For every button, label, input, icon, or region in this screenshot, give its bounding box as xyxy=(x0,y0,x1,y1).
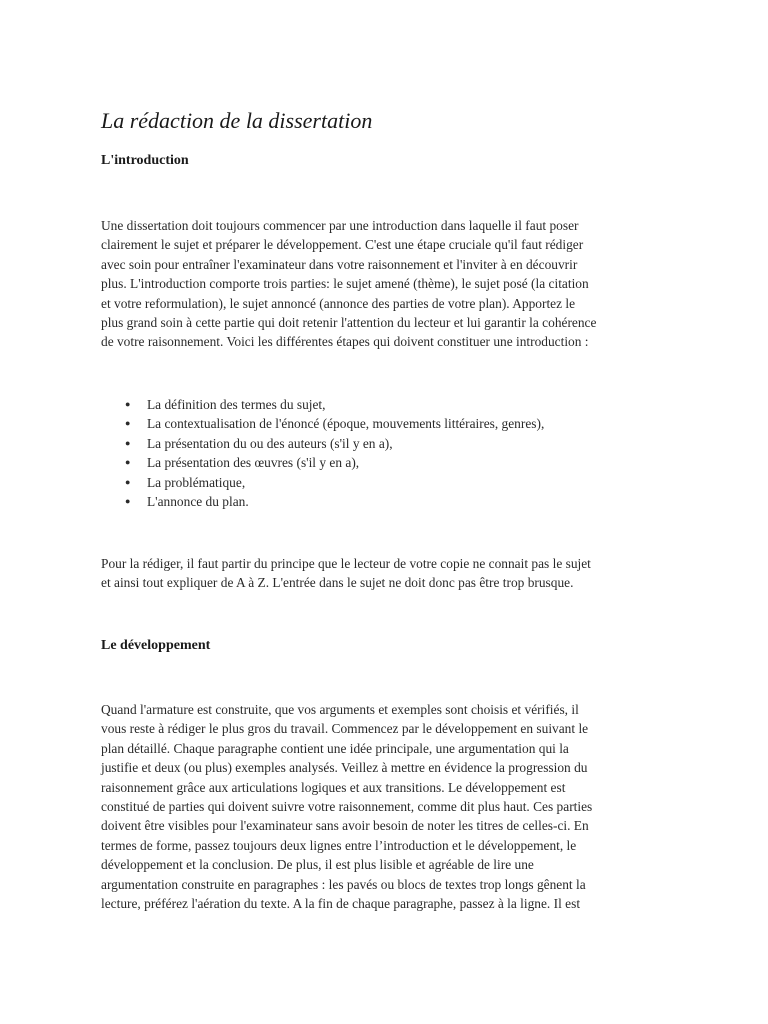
text-line: Pour la rédiger, il faut partir du principe que le lecteur de votre copie ne connait pas le sujet xyxy=(101,556,591,571)
text-line: plus grand soin à cette partie qui doit retenir l'attention du lecteur et lui garantir la cohérence xyxy=(101,315,597,331)
text-line: plus. L'introduction comporte trois parties: le sujet amené (thème), le sujet posé (la citation xyxy=(101,276,589,292)
introduction-heading: L'introduction xyxy=(101,153,189,168)
text-line: plan détaillé. Chaque paragraphe contient une idée principale, une argumentation qui la xyxy=(101,740,569,756)
text-line: lecture, préférez l'aération du texte. A la fin de chaque paragraphe, passez à la ligne. Il est xyxy=(101,896,581,912)
text-line: doivent être visibles pour l'examinateur sans avoir besoin de noter les titres de celles-ci. En xyxy=(101,818,589,834)
list-item: ● L'annonce du plan. xyxy=(101,492,544,511)
text-line: justifie et deux (ou plus) exemples analysés. Veillez à mettre en évidence la progression du xyxy=(101,760,588,776)
text-line: de votre raisonnement. Voici les différentes étapes qui doivent constituer une introduction : xyxy=(101,334,589,350)
development-paragraph-1 xyxy=(101,700,661,913)
text-line: constitué de parties qui doivent suivre votre raisonnement, comme dit plus haut. Ces parties xyxy=(101,799,593,815)
document-title: La rédaction de la dissertation xyxy=(101,108,373,133)
text-line: avec soin pour entraîner l'examinateur dans votre raisonnement et l'inviter à en découvrir xyxy=(101,256,578,272)
list-item: ● La définition des termes du sujet, xyxy=(101,395,544,414)
introduction-paragraph-1 xyxy=(101,216,661,352)
text-line: développement et la conclusion. De plus, il est plus lisible et agréable de lire une xyxy=(101,857,534,873)
text-line: clairement le sujet et préparer le développement. C'est une étape cruciale qu'il faut rédiger xyxy=(101,237,584,253)
text-line: raisonnement grâce aux articulations logiques et aux transitions. Le développement est xyxy=(101,779,566,795)
text-line: vous reste à rédiger le plus gros du travail. Commencez par le développement en suivant le xyxy=(101,721,589,737)
introduction-paragraph-2 xyxy=(101,554,661,593)
list-item: ● La présentation des œuvres (s'il y en a), xyxy=(101,453,544,472)
introduction-steps-list xyxy=(101,395,544,511)
list-item: ● La présentation du ou des auteurs (s'il y en a), xyxy=(101,434,544,453)
development-heading: Le développement xyxy=(101,638,211,653)
list-item: ● La problématique, xyxy=(101,473,544,492)
list-item: ● La contextualisation de l'énoncé (époque, mouvements littéraires, genres), xyxy=(101,414,544,433)
text-line: Une dissertation doit toujours commencer par une introduction dans laquelle il faut poser xyxy=(101,218,579,233)
text-line: Quand l'armature est construite, que vos arguments et exemples sont choisis et vérifiés, il xyxy=(101,702,579,717)
text-line: argumentation construite en paragraphes : les pavés ou blocs de textes trop longs gênent la xyxy=(101,876,586,892)
text-line: et ainsi tout expliquer de A à Z. L'entrée dans le sujet ne doit donc pas être trop brusque. xyxy=(101,575,574,591)
text-line: termes de forme, passez toujours deux lignes entre l’introduction et le développement, le xyxy=(101,837,577,853)
text-line: et votre reformulation), le sujet annoncé (annonce des parties de votre plan). Apportez le xyxy=(101,295,576,311)
